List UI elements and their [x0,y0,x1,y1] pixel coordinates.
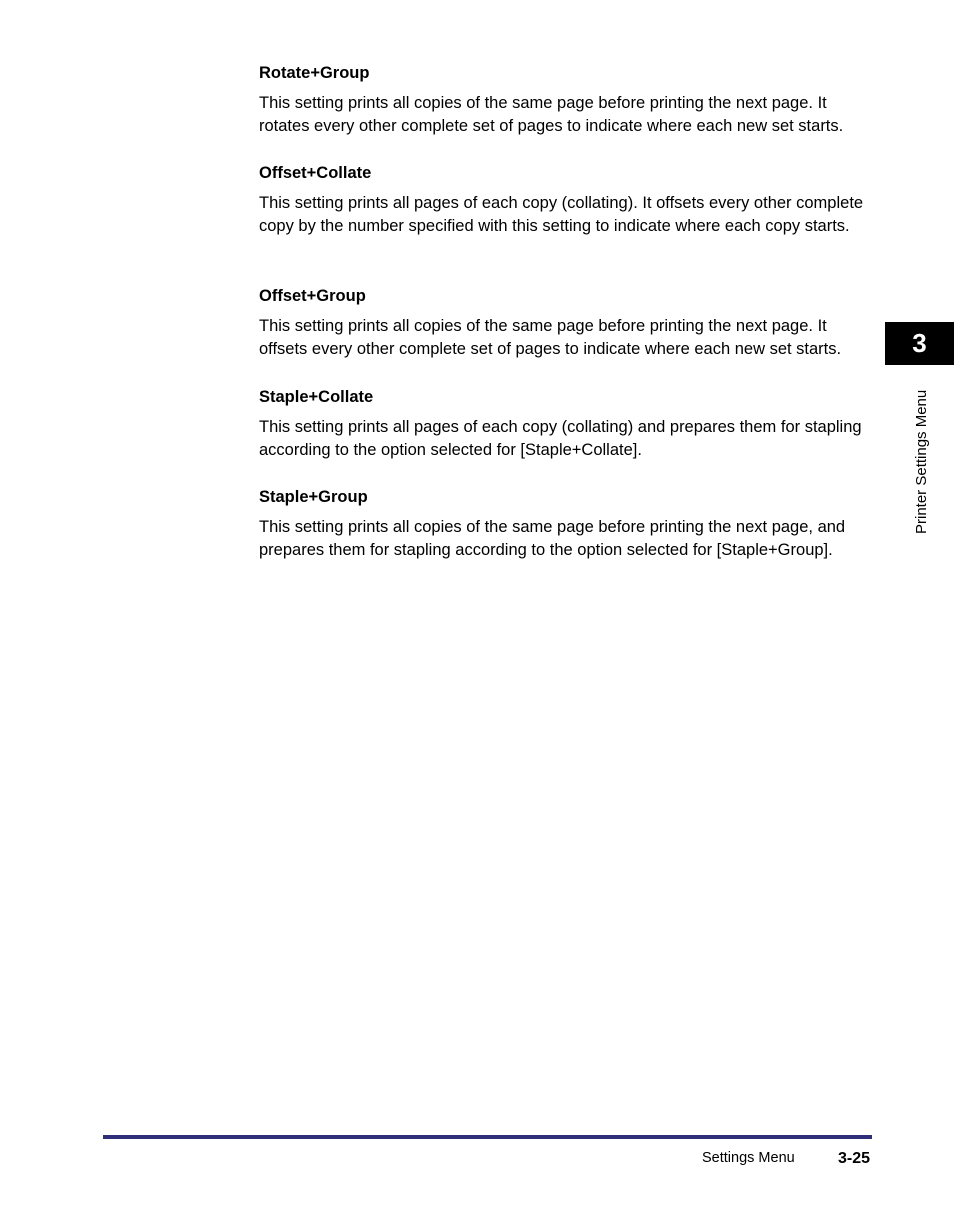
section-staple-collate [259,386,871,462]
section-title: Offset+Collate [259,164,372,182]
section-body: This setting prints all copies of the same page before printing the next page. It offsets every other complete set of pages to indicate where each new set starts. [259,317,842,358]
section-body: This setting prints all copies of the same page before printing the next page. It rotates every other complete set of pages to indicate where each new set starts. [259,94,844,135]
section-rotate-group [259,62,871,138]
footer-section-title: Settings Menu [702,1150,795,1166]
chapter-tab: 3 [885,322,954,365]
footer-rule [103,1135,872,1139]
page-number: 3-25 [838,1150,871,1167]
section-body: This setting prints all copies of the same page before printing the next page, and prepares them for stapling according to the option selected for [Staple+Group]. [259,518,846,559]
section-offset-collate [259,162,871,238]
section-staple-group [259,486,871,562]
section-body: This setting prints all pages of each copy (collating) and prepares them for stapling according to the option selected for [Staple+Collate]. [259,418,862,459]
section-title: Staple+Group [259,488,368,506]
section-title: Rotate+Group [259,64,370,82]
section-title: Staple+Collate [259,388,374,406]
section-title: Offset+Group [259,287,366,305]
chapter-side-label: Printer Settings Menu [913,389,930,534]
section-body: This setting prints all pages of each copy (collating). It offsets every other complete copy by the number specified with this setting to indicate where each copy starts. [259,194,864,235]
section-offset-group [259,285,871,361]
